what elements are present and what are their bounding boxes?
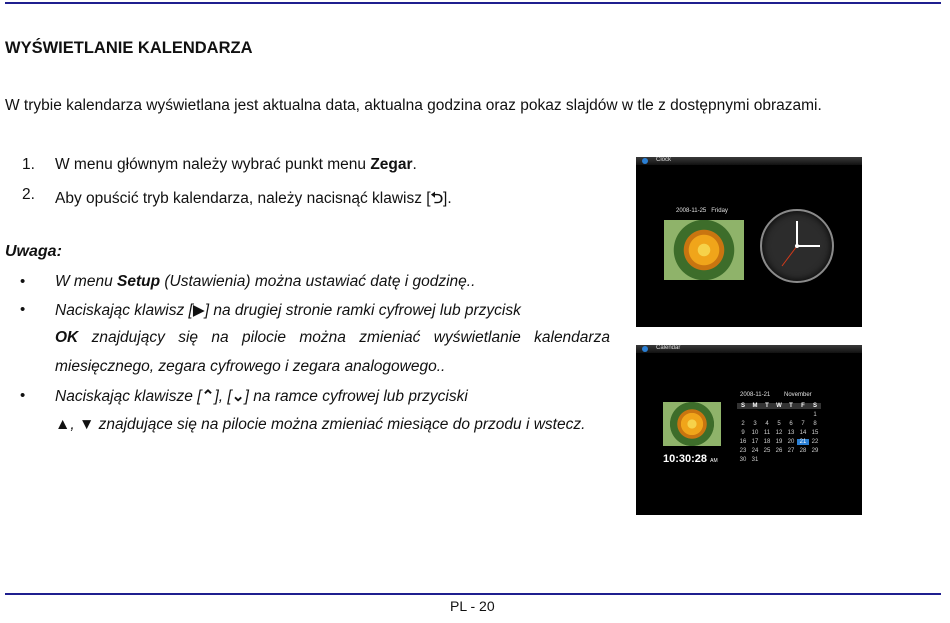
calendar-day <box>749 412 761 418</box>
calendar-titlebar <box>636 345 862 353</box>
bullet-3-line-1: Naciskając klawisze [⌃], [⌄] na ramce cyfrowej lub przyciski <box>55 388 468 405</box>
calendar-day <box>761 457 773 463</box>
day-header: M <box>749 403 761 409</box>
top-rule <box>5 2 941 4</box>
calendar-day <box>809 457 821 463</box>
clock-titlebar <box>636 157 862 165</box>
calendar-day: 22 <box>811 439 819 445</box>
clock-titlebar-label: Clock <box>656 157 672 163</box>
calendar-day: 2 <box>741 421 745 427</box>
calendar-day: 8 <box>813 421 817 427</box>
calendar-day: 26 <box>775 448 783 454</box>
calendar-day: 25 <box>763 448 771 454</box>
calendar-day: 31 <box>751 457 759 463</box>
calendar-day: 11 <box>763 430 771 436</box>
calendar-day <box>797 457 809 463</box>
calendar-day: 7 <box>801 421 805 427</box>
calendar-day: 30 <box>739 457 747 463</box>
calendar-day <box>773 457 785 463</box>
bullet-3-line-2: ▲, ▼ znajdujące się na pilocie można zmieniać miesiące do przodu i wstecz. <box>55 416 586 433</box>
calendar-date: 2008-11-21 <box>740 392 771 398</box>
sunflower-thumbnail <box>663 402 721 446</box>
calendar-day <box>761 412 773 418</box>
calendar-day: 16 <box>739 439 747 445</box>
calendar-day: 17 <box>751 439 759 445</box>
calendar-day: 6 <box>789 421 793 427</box>
down-key-icon: ⌄ <box>231 388 245 405</box>
sunflower-photo <box>664 220 744 280</box>
day-header: F <box>797 403 809 409</box>
digital-time: 10:30:28 AM <box>663 453 718 465</box>
calendar-day <box>797 412 809 418</box>
calendar-day <box>785 412 797 418</box>
calendar-day: 18 <box>763 439 771 445</box>
calendar-day: 19 <box>775 439 783 445</box>
calendar-day <box>785 457 797 463</box>
calendar-day: 12 <box>775 430 783 436</box>
calendar-day: 29 <box>811 448 819 454</box>
up-triangle-icon: ▲ <box>55 416 71 433</box>
return-key-icon: ⮌ <box>430 190 444 207</box>
calendar-day: 24 <box>751 448 759 454</box>
bullet-1-marker: • <box>20 273 26 290</box>
bullet-2-line-3: miesięcznego, zegara cyfrowego i zegara analogowego.. <box>55 358 446 375</box>
page-number: PL - 20 <box>450 598 495 614</box>
step-1-text: W menu głównym należy wybrać punkt menu Zegar. <box>55 156 417 173</box>
bullet-2-line-2: OK znajdujący się na pilocie można zmieniać wyświetlanie kalendarza <box>55 329 610 346</box>
step-2-text: Aby opuścić tryb kalendarza, należy nacisnąć klawisz [⮌]. <box>55 190 452 207</box>
calendar-day: 23 <box>739 448 747 454</box>
calendar-day <box>737 412 749 418</box>
step-1-number: 1. <box>22 156 35 173</box>
step-2-number: 2. <box>22 186 35 203</box>
bullet-2-line-1: Naciskając klawisz [▶] na drugiej stronie ramki cyfrowej lub przycisk <box>55 302 521 319</box>
day-header: T <box>761 403 773 409</box>
calendar-day: 10 <box>751 430 759 436</box>
up-key-icon: ⌃ <box>201 388 215 405</box>
bottom-rule <box>5 593 941 595</box>
calendar-day: 1 <box>813 412 817 418</box>
section-heading: WYŚWIETLANIE KALENDARZA <box>5 39 253 57</box>
bullet-2-marker: • <box>20 301 26 318</box>
bullet-1-text: W menu Setup (Ustawienia) można ustawiać datę i godzinę.. <box>55 273 476 290</box>
clock-screenshot <box>636 157 862 327</box>
calendar-day: 5 <box>777 421 781 427</box>
calendar-day: 4 <box>765 421 769 427</box>
calendar-day: 9 <box>741 430 745 436</box>
right-arrow-key-icon: ▶ <box>192 302 205 319</box>
month-grid <box>737 403 821 463</box>
calendar-day <box>773 412 785 418</box>
day-header: S <box>809 403 821 409</box>
calendar-screenshot <box>636 345 862 515</box>
down-triangle-icon: ▼ <box>78 416 95 433</box>
calendar-day: 3 <box>753 421 757 427</box>
clock-date: 2008-11-25 Friday <box>676 208 728 214</box>
clock-app-icon <box>642 158 648 164</box>
calendar-month: November <box>784 392 812 398</box>
day-header: S <box>737 403 749 409</box>
calendar-day: 21 <box>797 439 809 445</box>
calendar-titlebar-label: Calendar <box>656 345 681 351</box>
calendar-app-icon <box>642 346 648 352</box>
calendar-day: 28 <box>799 448 807 454</box>
calendar-day: 13 <box>787 430 795 436</box>
calendar-day: 15 <box>811 430 819 436</box>
calendar-day: 14 <box>799 430 807 436</box>
day-header: W <box>773 403 785 409</box>
analog-clock-icon <box>760 209 834 283</box>
bullet-3-marker: • <box>20 387 26 404</box>
day-header: T <box>785 403 797 409</box>
intro-paragraph: W trybie kalendarza wyświetlana jest aktualna data, aktualna godzina oraz pokaz slajdów w tle z dostępnymi obrazami. <box>5 97 822 114</box>
calendar-day: 20 <box>787 439 795 445</box>
calendar-day: 27 <box>787 448 795 454</box>
note-title: Uwaga: <box>5 243 62 260</box>
